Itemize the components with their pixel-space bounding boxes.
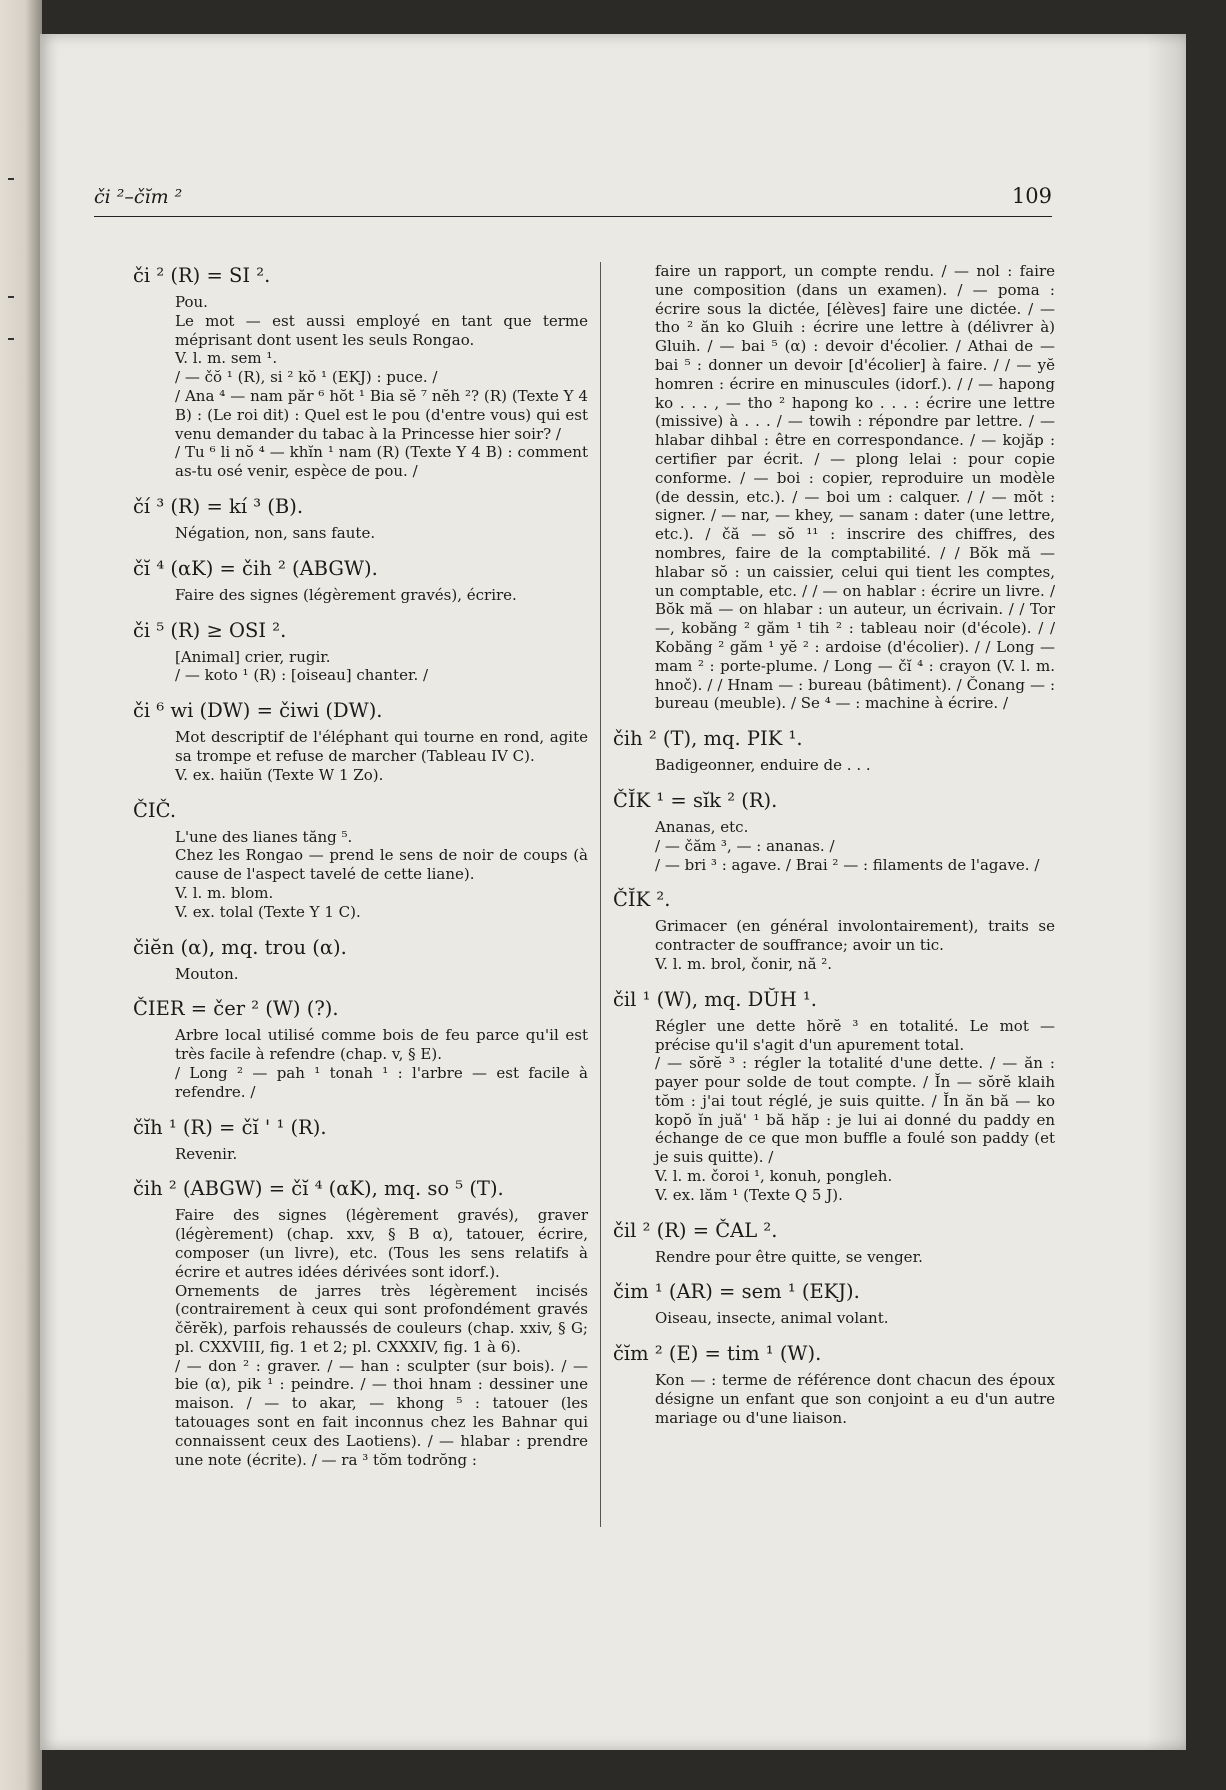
- page-number: 109: [1011, 184, 1052, 208]
- entry-definition: Arbre local utilisé comme bois de feu parce qu'il est très facile à refendre (chap. v, § E).: [175, 1026, 588, 1064]
- entry-definition: Ornements de jarres très légèrement incisés (contrairement à ceux qui sont profondément gravés čĕrĕk), parfois rehaussés de couleurs (chap. xxiv, § G; pl. CXXVIII, fig. 1 et 2; pl. CXXXIV, fig. 1 à 6).: [175, 1281, 588, 1356]
- entry-definition: Pou.: [175, 293, 208, 311]
- entry-definition: V. l. m. brol, čonir, nă ².: [655, 954, 833, 973]
- entry-definition: / Ana ⁴ — nam păr ⁶ hŏt ¹ Bia sĕ ⁷ nĕh ²? (R) (Texte Y 4 B) : (Le roi dit) : Quel est le pou (d'entre vous) qui est venu demander du tabac à la Princesse hier soir? /: [175, 386, 588, 443]
- entry-definition: Mot descriptif de l'éléphant qui tourne en rond, agite sa trompe et refuse de marcher (Tableau IV C).: [175, 728, 588, 765]
- entry-definition: / Long ² — pah ¹ tonah ¹ : l'arbre — est facile à refendre. /: [175, 1063, 588, 1101]
- entry-headword: čil ¹ (W), mq. DŬH ¹.: [613, 987, 817, 1011]
- entry-headword: čih ² (T), mq. PIK ¹.: [613, 727, 803, 751]
- entry-definition: Badigeonner, enduire de . . .: [655, 756, 871, 775]
- dictionary-entry: [613, 886, 1055, 973]
- dictionary-entry: [133, 934, 588, 984]
- margin-mark: [8, 338, 14, 340]
- entry-headword: ČIER = čer ² (W) (?).: [133, 997, 339, 1021]
- entry-definition: Le mot — est aussi employé en tant que terme méprisant dont usent les seuls Rongao.: [175, 311, 588, 349]
- dictionary-entry: [133, 697, 588, 784]
- dictionary-entry: [613, 725, 1055, 775]
- dictionary-entry: [133, 797, 588, 922]
- entry-headword: čih ² (ABGW) = čĭ ⁴ (αK), mq. so ⁵ (T).: [133, 1177, 504, 1201]
- entry-definition: V. ex. haiŭn (Texte W 1 Zo).: [175, 765, 384, 784]
- dictionary-entry: [133, 617, 588, 686]
- entry-definition: Négation, non, sans faute.: [175, 523, 376, 542]
- entry-definition: / — čăm ³, — : ananas. /: [655, 836, 835, 855]
- entry-definition: V. l. m. čoroi ¹, konuh, pongleh.: [655, 1167, 893, 1186]
- entry-headword: ČĬK ².: [613, 888, 671, 912]
- entry-definition: / Tu ⁶ li nŏ ⁴ — khĭn ¹ nam (R) (Texte Y 4 B) : comment as-tu osé venir, espèce de pou. /: [175, 443, 588, 481]
- dictionary-entry: [613, 1217, 1055, 1267]
- entry-headword: či ⁵ (R) ≥ OSI ².: [133, 618, 287, 642]
- left-column: [133, 262, 588, 1481]
- dictionary-entry: [133, 555, 588, 605]
- column-divider: [600, 262, 601, 1527]
- dictionary-entry: [613, 1340, 1055, 1427]
- entry-headword: ČIČ.: [133, 798, 177, 822]
- entry-definition: Rendre pour être quitte, se venger.: [655, 1247, 923, 1266]
- dictionary-entry: [133, 262, 588, 481]
- entry-definition: / — koto ¹ (R) : [oiseau] chanter. /: [175, 666, 429, 685]
- entry-definition: Faire des signes (légèrement gravés), écrire.: [175, 585, 517, 604]
- entry-definition: V. ex. lăm ¹ (Texte Q 5 J).: [655, 1185, 843, 1204]
- entry-definition: / — don ² : graver. / — han : sculpter (sur bois). / — bie (α), pik ¹ : peindre. / — thoi hnam : dessiner une maison. / — to akar, — khong ⁵ : tatouer (les tatouages sont en fait inconnus chez les Bahnar qui connaissent ceux des Laotiens). / — hlabar : prendre une note (écrite). / — ra ³ tŏm todrŏng :: [175, 1356, 588, 1469]
- entry-definition: Revenir.: [175, 1144, 238, 1163]
- entry-headword: čĭm ² (E) = tim ¹ (W).: [613, 1342, 822, 1366]
- entry-definition: Chez les Rongao — prend le sens de noir de coups (à cause de l'aspect tavelé de cette liane).: [175, 846, 588, 884]
- entry-definition: Oiseau, insecte, animal volant.: [655, 1309, 889, 1328]
- page-shadow: [1146, 34, 1186, 1750]
- entry-definition: V. l. m. sem ¹.: [175, 349, 278, 368]
- entry-definition: Mouton.: [175, 964, 239, 983]
- entry-headword: čĭh ¹ (R) = čĭ ' ¹ (R).: [133, 1115, 327, 1139]
- entry-headword: čil ² (R) = ČAL ².: [613, 1218, 778, 1242]
- entry-headword: či ⁶ wi (DW) = čiwi (DW).: [133, 699, 383, 723]
- entry-headword: čiĕn (α), mq. trou (α).: [133, 935, 347, 959]
- entry-definition: Kon — : terme de référence dont chacun des époux désigne un enfant que son conjoint a eu d'un autre mariage ou d'une liaison.: [655, 1371, 1055, 1427]
- entry-definition: / — bri ³ : agave. / Brai ² — : filaments de l'agave. /: [655, 855, 1040, 874]
- entry-headword: čĭ ⁴ (αK) = čih ² (ABGW).: [133, 556, 378, 580]
- dictionary-entry: [133, 1175, 588, 1469]
- entry-headword: čim ¹ (AR) = sem ¹ (EKJ).: [613, 1280, 860, 1304]
- entry-definition: Régler une dette hŏrĕ ³ en totalité. Le mot — précise qu'il s'agit d'un apurement total.: [655, 1016, 1055, 1054]
- dictionary-entry: [613, 986, 1055, 1205]
- margin-mark: [8, 296, 14, 298]
- entry-definition: V. l. m. blom.: [175, 883, 274, 902]
- entry-definition: / — čŏ ¹ (R), si ² kŏ ¹ (EKJ) : puce. /: [175, 368, 438, 387]
- dictionary-entry: [133, 1114, 588, 1164]
- page-header: [94, 178, 1052, 217]
- entry-definition: L'une des lianes tăng ⁵.: [175, 827, 353, 846]
- dictionary-entry: [613, 1278, 1055, 1328]
- entry-headword: či ² (R) = SI ².: [133, 264, 271, 287]
- entry-definition: [Animal] crier, rugir.: [175, 647, 331, 666]
- entry-definition: Grimacer (en général involontairement), traits se contracter de souffrance; avoir un tic.: [655, 917, 1055, 955]
- dictionary-entry: [613, 787, 1055, 874]
- continued-definition: faire un rapport, un compte rendu. / — nol : faire une composition (dans un examen). / — poma : écrire sous la dictée, [élèves] faire une dictée. / — tho ² ăn ko Gluih : écrire une lettre à (délivrer à) Gluih. / — bai ⁵ (α) : devoir d'écolier. / Athai de — bai ⁵ : donner un devoir [d'écolier] à faire. / / — yĕ homren : écrire en minuscules (idorf.). / / — hapong ko . . . , — tho ² hapong ko . . . : écrire une lettre (missive) à . . . / — towih : répondre par lettre. / — hlabar dihbal : être en correspondance. / — kojăp : certifier par écrit. / — plong lelai : pour copie conforme. / — boi : copier, reproduire un modèle (de dessin, etc.). / — boi um : calquer. / / — mŏt : signer. / — nar, — khey, — sanam : dater (une lettre, etc.). / čă — sŏ ¹¹ : inscrire des chiffres, des nombres, faire de la comptabilité. / / Bŏk mă — hlabar sŏ : un caissier, celui qui tient les comptes, un comptable, etc. / / — on hablar : écrire un livre. / Bŏk mă — on hlabar : un auteur, un écrivain. / / Tor —, kobăng ² găm ¹ tih ² : tableau noir (d'école). / / Kobăng ² găm ¹ yĕ ² : ardoise (d'écolier). / / Long — mam ² : porte-plume. / Long — čĭ ⁴ : crayon (V. l. m. hnoč). / / Hnam — : bureau (bâtiment). / Čonang — : bureau (meuble). / Se ⁴ — : machine à écrire. /: [655, 262, 1055, 713]
- dictionary-entry: [133, 995, 588, 1101]
- entry-headword: ČĬK ¹ = sĭk ² (R).: [613, 788, 778, 812]
- dictionary-entry: [133, 493, 588, 543]
- adjacent-page-edge: [0, 0, 42, 1790]
- entry-definition: Ananas, etc.: [655, 817, 749, 836]
- running-head: či ²–čĭm ²: [94, 186, 183, 208]
- entry-definition: / — sŏrĕ ³ : régler la totalité d'une dette. / — ăn : payer pour solde de tout compte. / Ĭn — sŏrĕ klaih tŏm : j'ai tout réglé, je suis quitte. / Ĭn ăn bă — ko kopŏ ĭn juă' ¹ bă hăp : je lui ai donné du paddy en échange de ce que mon buffle a foulé son paddy (et je suis quitte). /: [655, 1054, 1055, 1167]
- entry-definition: V. ex. tolal (Texte Y 1 C).: [175, 902, 361, 921]
- right-column: [613, 262, 1055, 1440]
- margin-mark: [8, 178, 14, 180]
- entry-definition: Faire des signes (légèrement gravés), graver (légèrement) (chap. xxv, § B α), tatouer, écrire, composer (un livre), etc. (Tous les sens relatifs à écrire et autres idées dérivées sont idorf.).: [175, 1206, 588, 1281]
- entry-headword: čí ³ (R) = kí ³ (B).: [133, 494, 304, 518]
